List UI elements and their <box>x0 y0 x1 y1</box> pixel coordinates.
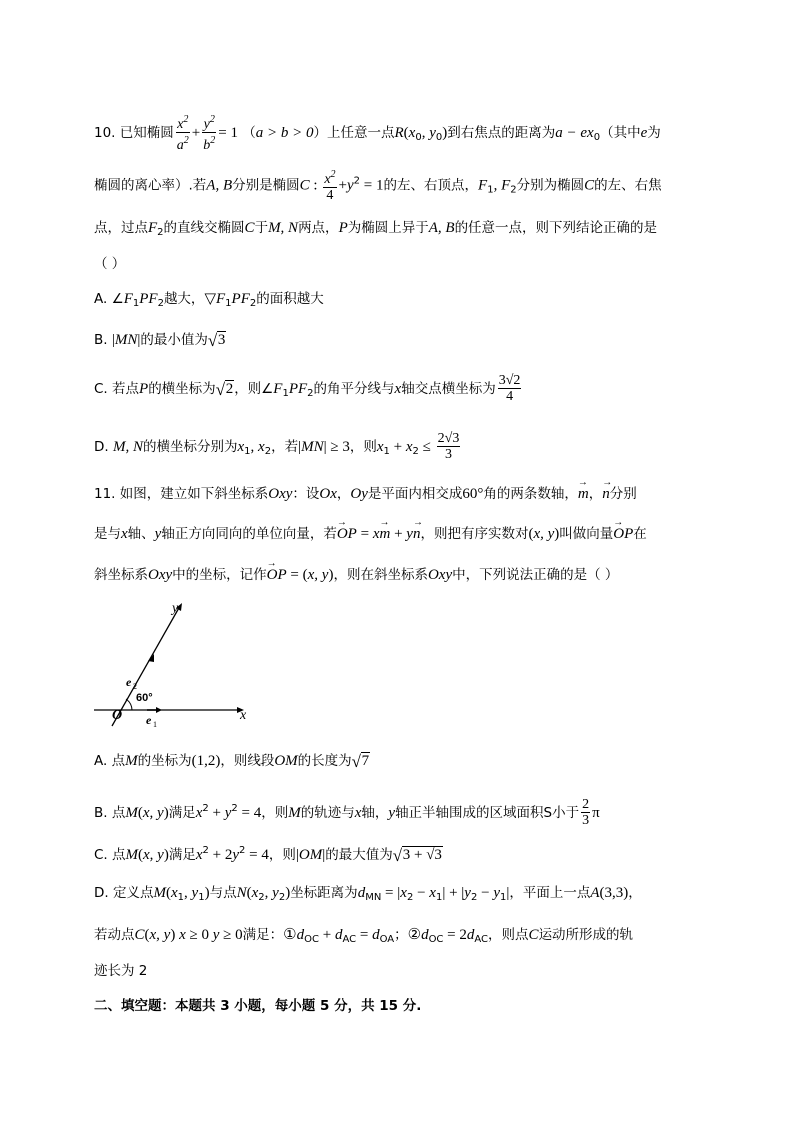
q10-option-b: B. |MN|的最小值为 √ 3 <box>94 331 226 350</box>
q11-option-c: C. 点M(x, y)满足$x^2 + 2y^2 = 4$，则|OM|的最大值为 √ 3 + √3 <box>94 845 442 865</box>
q10-option-a: A. $\angle F_1PF_2$越大，$▽F_1PF_2$的面积越大 <box>94 291 324 309</box>
fig-angle-label: 60° <box>136 692 153 704</box>
q10-line3: 点，过点$F_2$的直线交椭圆C于M, N两点，P为椭圆上异于A, B的任意一点，则下列结论正确的是 <box>94 220 658 238</box>
q10-option-d: D. M, N的横坐标分别为$x_1$, $x_2$，若|MN| ≥ 3，则$x_1 + x_2$ ≤ $\frac{2√3}{3}$ <box>94 431 460 462</box>
q11-option-d: D. 定义点$M(x_1$, $y_1$)与点$N(x_2$, $y_2$)坐标距离为$d_{MN} = |x_2 - x_1| + |y_2 - y_1|$，平面上一点A(3,3)， <box>94 885 642 903</box>
q11-option-a: A. 点M的坐标为(1,2)，则线段OM的长度为 √ 7 <box>94 752 370 771</box>
oblique-coordinate-figure <box>92 598 262 728</box>
svg-text:2: 2 <box>133 682 137 691</box>
fig-e2-label: e <box>126 675 132 689</box>
section-heading: 二、填空题：本题共 3 小题，每小题 5 分，共 15 分. <box>94 998 422 1014</box>
q11-line3: 斜坐标系Oxy中的坐标，记作→ OP = (x, y)，则在斜坐标系Oxy中，下列说法正确的是（ ） <box>94 568 618 583</box>
q10-line1: 10. 已知椭圆 $\frac{x^2}{a^2}$ + $\frac{y^2}{b^2}$ = 1 （a > b > 0）上任意一点$R(x_0$, $y_0$)到右焦点的距离为$a - ex_0$（其中e为 <box>94 114 661 153</box>
q11-option-b: B. 点M(x, y)满足$x^2 + y^2 = 4$，则M的轨迹与x轴，y轴正半轴围成的区域面积S小于 $\frac{2}{3}$ π <box>94 797 600 828</box>
q10-paren: （ ） <box>94 256 126 272</box>
svg-text:1: 1 <box>153 720 157 728</box>
fig-x-label: x <box>240 708 247 723</box>
q11-line1: 11. 如图，建立如下斜坐标系Oxy：设Ox，Oy是平面内相交成60°角的两条数轴，→ m，→ n分别 <box>94 487 637 502</box>
fig-e1-label: e <box>146 713 152 727</box>
q10-line2: 椭圆的离心率）.若A, B分别是椭圆C : $\frac{x^2}{4}$ $+y^2 = 1$的左、右顶点，$F_1$, $F_2$分别为椭圆C的左、右焦 <box>94 169 662 203</box>
q11-option-d-cont: 若动点C(x, y) x ≥ 0 y ≥ 0满足：$①d_{OC} + d_{AC} = d_{OA}$；$②d_{OC} = 2d_{AC}$，则点C运动所形成的轨 <box>94 927 634 945</box>
q11-line2: 是与x轴、y轴正方向同向的单位向量，若→ OP = x→ m + y→ n，则把有序实数对(x, y)叫做向量→ OP在 <box>94 527 647 542</box>
fig-origin-label: O <box>112 708 123 723</box>
q11-option-d-end: 迹长为 2 <box>94 963 148 979</box>
q10-option-c: C. 若点P的横坐标为 √ 2，则$\angle F_1PF_2$的角平分线与x轴交点横坐标为 $\frac{3√2}{4}$ <box>94 373 521 404</box>
fig-y-label: y <box>172 601 179 616</box>
